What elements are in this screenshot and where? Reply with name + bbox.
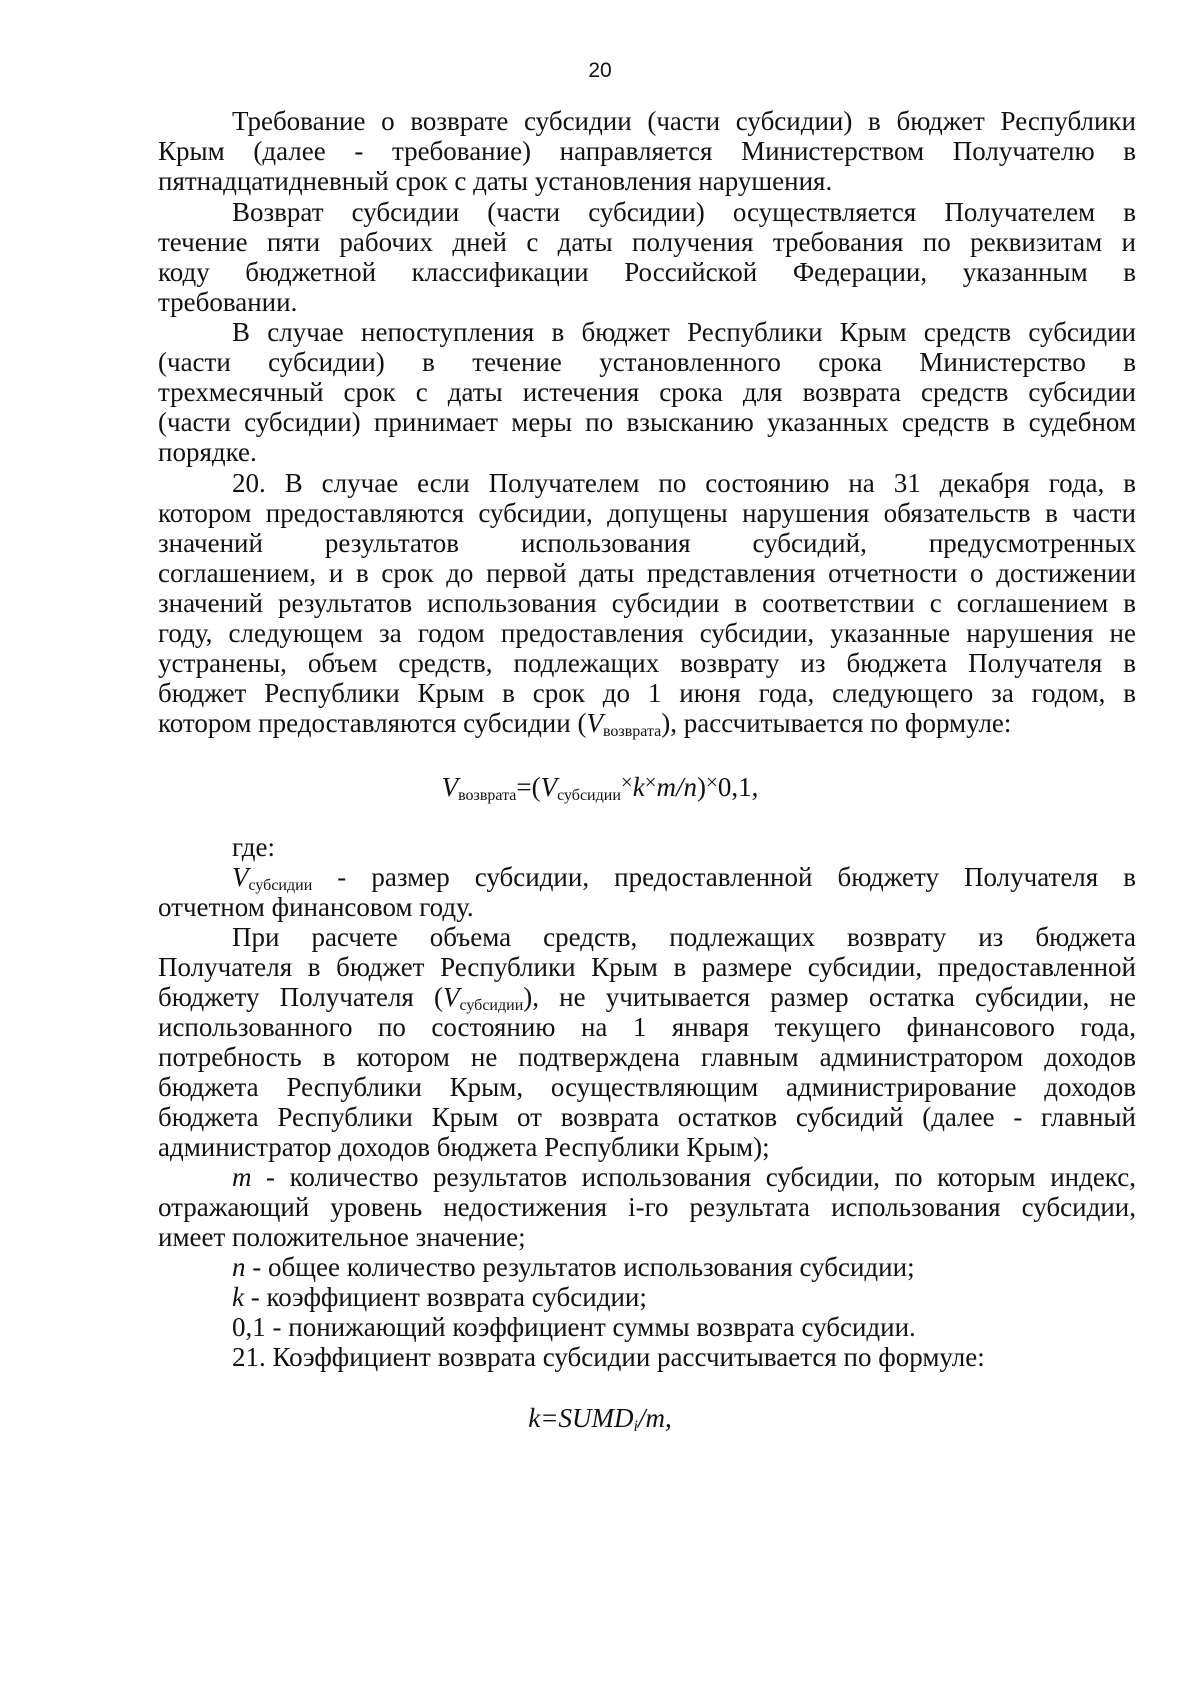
paragraph-line: коду бюджетной классификации Российской Федерации, указанным в — [158, 257, 1136, 287]
paragraph-line — [232, 1162, 1136, 1192]
text-run: котором предоставляются субсидии ( — [158, 708, 587, 738]
variable-m: m — [232, 1162, 252, 1192]
text-run: - количество результатов использования субсидии, по которым индекс, — [251, 1162, 1136, 1192]
formula-operator: ) — [697, 772, 707, 802]
paragraph-line: требовании. — [158, 287, 298, 317]
variable-v: V — [586, 708, 603, 738]
paragraph-line: значений результатов использования субсидии в соответствии с соглашением в — [158, 588, 1136, 618]
paragraph-line: отчетном финансовом году. — [158, 892, 474, 922]
paragraph-line: 20. В случае если Получателем по состоянию на 31 декабря года, в — [232, 468, 1136, 498]
subscript: субсидии — [557, 787, 621, 804]
subscript: возврата — [602, 723, 662, 740]
paragraph-line: Получателя в бюджет Республики Крым в размере субсидии, предоставленной — [158, 952, 1136, 982]
paragraph-line: бюджета Республики Крым от возврата остатков субсидий (далее - главный — [158, 1102, 1136, 1132]
paragraph-line: значений результатов использования субсидий, предусмотренных — [158, 528, 1136, 558]
variable-k: k — [232, 1282, 244, 1312]
formula-operator: =( — [516, 772, 541, 802]
text-run: - размер субсидии, предоставленной бюджету Получателя в — [312, 862, 1136, 892]
paragraph-line: соглашением, и в срок до первой даты представления отчетности о достижении — [158, 558, 1136, 588]
formula-return-volume — [0, 772, 1200, 807]
multiply-sign: × — [706, 770, 718, 794]
paragraph-line: (части субсидии) принимает меры по взысканию указанных средств в судебном — [158, 407, 1136, 437]
text-run: - коэффициент возврата субсидии; — [243, 1282, 647, 1312]
paragraph-line: В случае непоступления в бюджет Республики Крым средств субсидии — [232, 317, 1136, 347]
paragraph-line: бюджета Республики Крым, осуществляющим администрирование доходов — [158, 1072, 1136, 1102]
variable-n: n — [232, 1252, 246, 1282]
variable-v: V — [540, 772, 558, 802]
text-run: бюджету Получателя ( — [158, 982, 443, 1012]
page-number: 20 — [588, 59, 612, 82]
paragraph-line: 0,1 - понижающий коэффициент суммы возврата субсидии. — [232, 1312, 916, 1342]
text-run: ), не учитывается размер остатка субсидии, не — [523, 982, 1136, 1012]
multiply-sign: × — [620, 770, 633, 794]
subscript: возврата — [458, 787, 517, 804]
paragraph-line: использованного по состоянию на 1 января текущего финансового года, — [158, 1012, 1136, 1042]
variable-m-over-n: m/n — [656, 772, 698, 802]
paragraph-line: течение пяти рабочих дней с даты получения требования по реквизитам и — [158, 227, 1136, 257]
paragraph-line: котором предоставляются субсидии, допущены нарушения обязательств в части — [158, 498, 1136, 528]
variable-v: V — [232, 862, 249, 892]
variable-v: V — [443, 982, 460, 1012]
paragraph-line: При расчете объема средств, подлежащих возврату из бюджета — [232, 922, 1136, 952]
multiply-sign: × — [644, 770, 657, 794]
paragraph-line: году, следующем за годом предоставления субсидии, указанные нарушения не — [158, 618, 1136, 648]
subscript: i — [633, 1418, 638, 1435]
paragraph-line: (части субсидии) в течение установленного срока Министерство в — [158, 347, 1136, 377]
paragraph-line: бюджет Республики Крым в срок до 1 июня года, следующего за годом, в — [158, 678, 1136, 708]
text-run: ), рассчитывается по формуле: — [661, 708, 1012, 738]
paragraph-line: потребность в котором не подтверждена главным администратором доходов — [158, 1042, 1136, 1072]
paragraph-line — [232, 1282, 647, 1312]
paragraph-line: трехмесячный срок с даты истечения срока для возврата средств субсидии — [158, 377, 1136, 407]
paragraph-line: Возврат субсидии (части субсидии) осуществляется Получателем в — [232, 197, 1136, 227]
paragraph-line: пятнадцатидневный срок с даты установления нарушения. — [158, 166, 833, 196]
formula-constant: 0,1, — [717, 772, 759, 802]
paragraph-line: отражающий уровень недостижения i-го результата использования субсидии, — [158, 1192, 1136, 1222]
where-label: где: — [232, 832, 275, 862]
text-run: - общее количество результатов использования субсидии; — [245, 1252, 915, 1282]
variable-v: V — [441, 772, 459, 802]
paragraph-line: имеет положительное значение; — [158, 1222, 526, 1252]
paragraph-line: Требование о возврате субсидии (части субсидии) в бюджет Республики — [232, 106, 1136, 136]
paragraph-line: устранены, объем средств, подлежащих возврату из бюджета Получателя в — [158, 648, 1136, 678]
paragraph-line — [158, 708, 1011, 743]
paragraph-line: Крым (далее - требование) направляется Министерством Получателю в — [158, 136, 1136, 166]
formula-lhs: k=SUMD — [528, 1403, 634, 1433]
subscript: субсидии — [248, 877, 313, 894]
subscript: субсидии — [459, 997, 524, 1014]
formula-return-coefficient — [0, 1403, 1200, 1438]
variable-k: k — [632, 772, 645, 802]
paragraph-line: администратор доходов бюджета Республики Крым); — [158, 1132, 770, 1162]
paragraph-line — [232, 1252, 915, 1282]
paragraph-line: 21. Коэффициент возврата субсидии рассчитывается по формуле: — [232, 1342, 985, 1372]
formula-rhs: /m, — [637, 1403, 672, 1433]
paragraph-line: порядке. — [158, 437, 257, 467]
